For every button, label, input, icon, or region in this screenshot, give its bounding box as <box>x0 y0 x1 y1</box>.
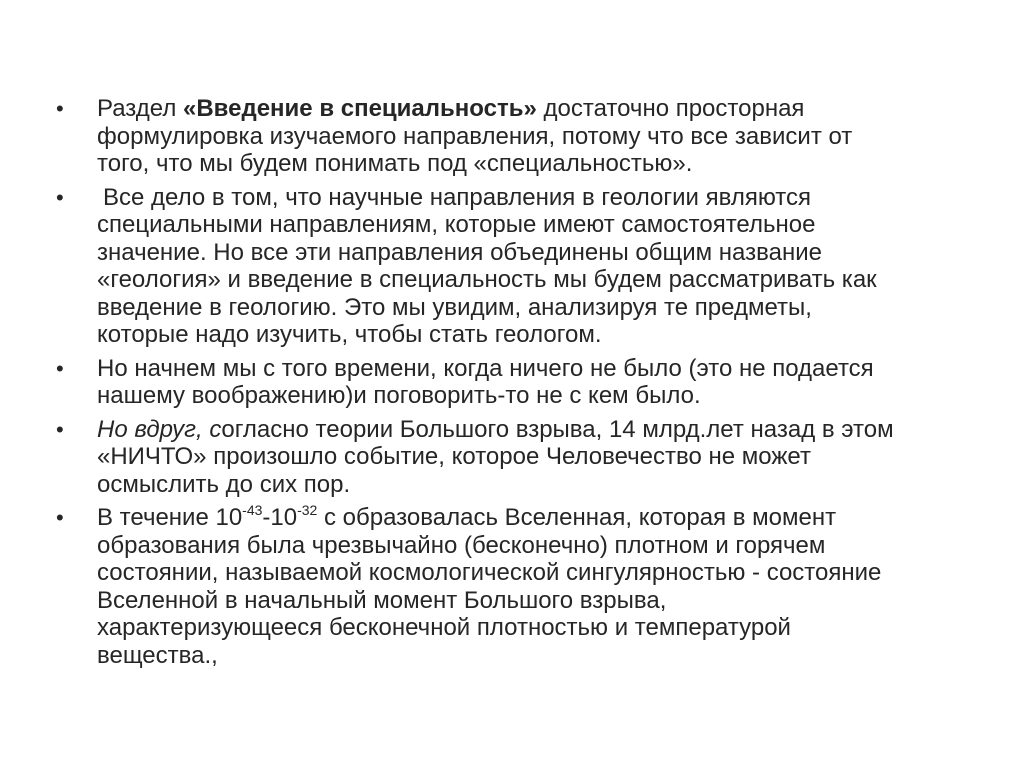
text-line: осмыслить до сих пор. <box>97 470 351 498</box>
text-line: Все дело в том, что научные направления в геологии являются <box>103 183 812 211</box>
bold-title: «Введение в специальность» <box>183 95 537 122</box>
text-line: того, что мы будем понимать под «специальностью». <box>97 150 693 177</box>
text-segment: достаточно просторная <box>536 95 805 122</box>
exponent: -32 <box>297 502 318 518</box>
text-line: формулировка изучаемого направления, потому что все зависит от <box>97 122 853 150</box>
text-line: введение в геологию. Это мы увидим, анализируя те предметы, <box>97 293 812 321</box>
bullet-item-4 <box>52 416 952 499</box>
text-line: «НИЧТО» произошло событие, которое Человечество не может <box>97 443 811 470</box>
text-line: состоянии, называемой космологической сингулярностью - состояние <box>97 559 882 586</box>
exponent: -43 <box>242 502 263 518</box>
text-line: которые надо изучить, чтобы стать геологом. <box>97 321 602 348</box>
text-line: Вселенной в начальный момент Большого взрыва, <box>97 586 667 614</box>
text-line: «геология» и введение в специальность мы будем рассматривать как <box>97 266 877 293</box>
bullet-dot: • <box>56 416 64 442</box>
text-line: характеризующееся бесконечной плотностью и температурой <box>97 614 791 641</box>
bullet-item-3 <box>52 355 952 410</box>
text-line <box>97 416 952 444</box>
text-segment: с образовалась Вселенная, которая в момент <box>317 504 837 531</box>
text-line: образования была чрезвычайно (бесконечно) плотном и горячем <box>97 531 826 559</box>
text-line <box>97 504 952 532</box>
text-line: Но начнем мы с того времени, когда ничего не было (это не подается <box>97 354 874 382</box>
italic-phrase: Но вдруг, с <box>97 415 222 443</box>
bullet-dot: • <box>56 184 64 210</box>
text-segment: -10 <box>262 504 298 531</box>
bullet-list <box>52 95 952 675</box>
text-line: специальными направлениям, которые имеют самостоятельное <box>97 211 816 238</box>
text-line: нашему воображению)и поговорить-то не с кем было. <box>97 382 701 409</box>
bullet-item-1 <box>52 95 952 178</box>
text-line: значение. Но все эти направления объединены общим название <box>97 238 822 266</box>
text-segment: Раздел <box>97 95 183 122</box>
bullet-dot: • <box>56 96 64 121</box>
text-line <box>97 95 952 123</box>
bullet-item-2 <box>52 184 952 349</box>
bullet-item-5 <box>52 504 952 669</box>
bullet-dot: • <box>56 355 64 381</box>
text-segment: В течение 10 <box>97 504 243 531</box>
text-segment: огласно теории Большого взрыва, 14 млрд.лет назад в этом <box>221 415 894 443</box>
bullet-dot: • <box>56 505 64 530</box>
text-line: вещества., <box>97 641 218 669</box>
